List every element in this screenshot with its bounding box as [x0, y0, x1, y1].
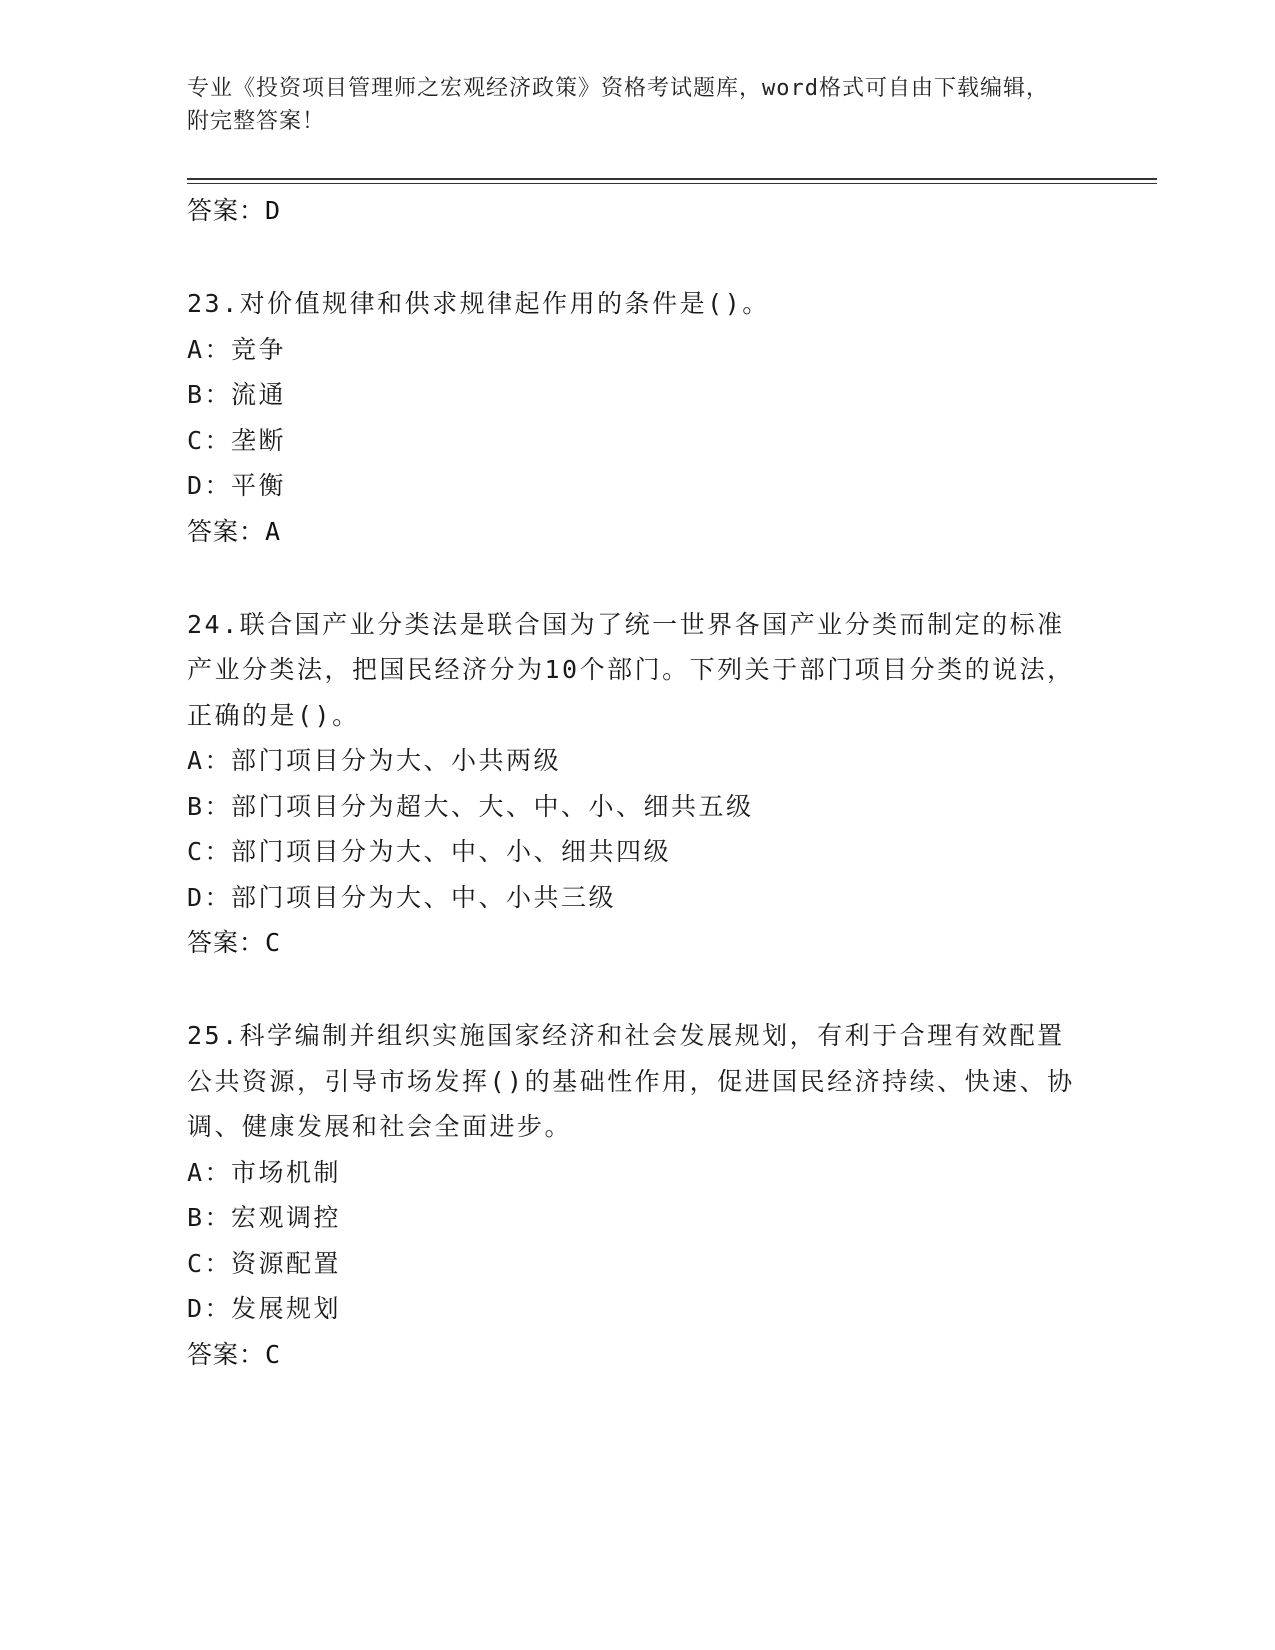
header-divider-thick — [187, 178, 1157, 180]
answer-line — [187, 188, 1087, 234]
option-text: 资源配置 — [231, 1248, 342, 1278]
option-letter: B： — [187, 380, 233, 409]
option-letter: B： — [187, 791, 233, 821]
option-c — [187, 418, 1087, 464]
option-text: 发展规划 — [231, 1294, 342, 1323]
answer-label: 答案： — [187, 928, 266, 957]
answer-line — [187, 509, 1087, 555]
option-text: 平衡 — [231, 471, 287, 500]
question-text: 25.科学编制并组织实施国家经济和社会发展规划，有利于合理有效配置公共资源，引导市场发挥()的基础性作用，促进国民经济持续、快速、协调、健康发展和社会全面进步。 — [187, 1021, 1075, 1141]
option-text: 市场机制 — [231, 1157, 342, 1187]
header-divider-thin — [187, 183, 1157, 184]
option-letter: B： — [187, 1203, 233, 1232]
option-text: 部门项目分为大、小共两级 — [231, 746, 562, 775]
option-text: 竞争 — [231, 334, 287, 364]
option-c — [187, 1241, 1087, 1287]
option-text: 宏观调控 — [231, 1203, 342, 1232]
option-letter: C： — [187, 837, 233, 866]
answer-value: D — [265, 196, 282, 225]
option-letter: D： — [187, 882, 233, 912]
option-c — [187, 829, 1087, 875]
document-body — [187, 188, 1087, 1378]
option-d — [187, 1286, 1087, 1332]
spacer — [187, 555, 1087, 602]
option-letter: A： — [187, 1157, 233, 1187]
option-a — [187, 1150, 1087, 1196]
answer-label: 答案： — [187, 1339, 266, 1369]
option-letter: C： — [187, 1248, 233, 1278]
option-a — [187, 738, 1087, 784]
option-text: 部门项目分为大、中、小、细共四级 — [231, 837, 672, 866]
question-text: 23.对价值规律和供求规律起作用的条件是()。 — [187, 289, 770, 318]
document-header: 专业《投资项目管理师之宏观经济政策》资格考试题库，word格式可自由下载编辑，附完整答案！ — [187, 76, 1049, 134]
option-letter: A： — [187, 746, 233, 775]
option-text: 部门项目分为超大、大、中、小、细共五级 — [231, 791, 754, 821]
spacer — [187, 234, 1087, 281]
option-b — [187, 1195, 1087, 1241]
question-block — [187, 1013, 1087, 1378]
answer-line — [187, 920, 1087, 966]
option-d — [187, 875, 1087, 921]
option-a — [187, 327, 1087, 373]
option-text: 部门项目分为大、中、小共三级 — [231, 882, 617, 912]
option-b — [187, 372, 1087, 418]
question-block — [187, 281, 1087, 555]
option-text: 流通 — [231, 380, 287, 409]
answer-value: A — [265, 516, 282, 546]
option-letter: A： — [187, 334, 233, 364]
spacer — [187, 966, 1087, 1013]
answer-label: 答案： — [187, 516, 266, 546]
option-d — [187, 463, 1087, 509]
answer-line — [187, 1332, 1087, 1378]
option-letter: C： — [187, 425, 233, 455]
option-letter: D： — [187, 471, 233, 500]
question-text: 24.联合国产业分类法是联合国为了统一世界各国产业分类而制定的标准产业分类法，把国民经济分为10个部门。下列关于部门项目分类的说法，正确的是()。 — [187, 609, 1075, 730]
answer-value: C — [265, 1339, 282, 1369]
option-letter: D： — [187, 1294, 233, 1323]
answer-label: 答案： — [187, 196, 266, 225]
option-text: 垄断 — [231, 425, 287, 455]
question-block — [187, 602, 1087, 967]
answer-value: C — [265, 928, 282, 957]
option-b — [187, 784, 1087, 830]
